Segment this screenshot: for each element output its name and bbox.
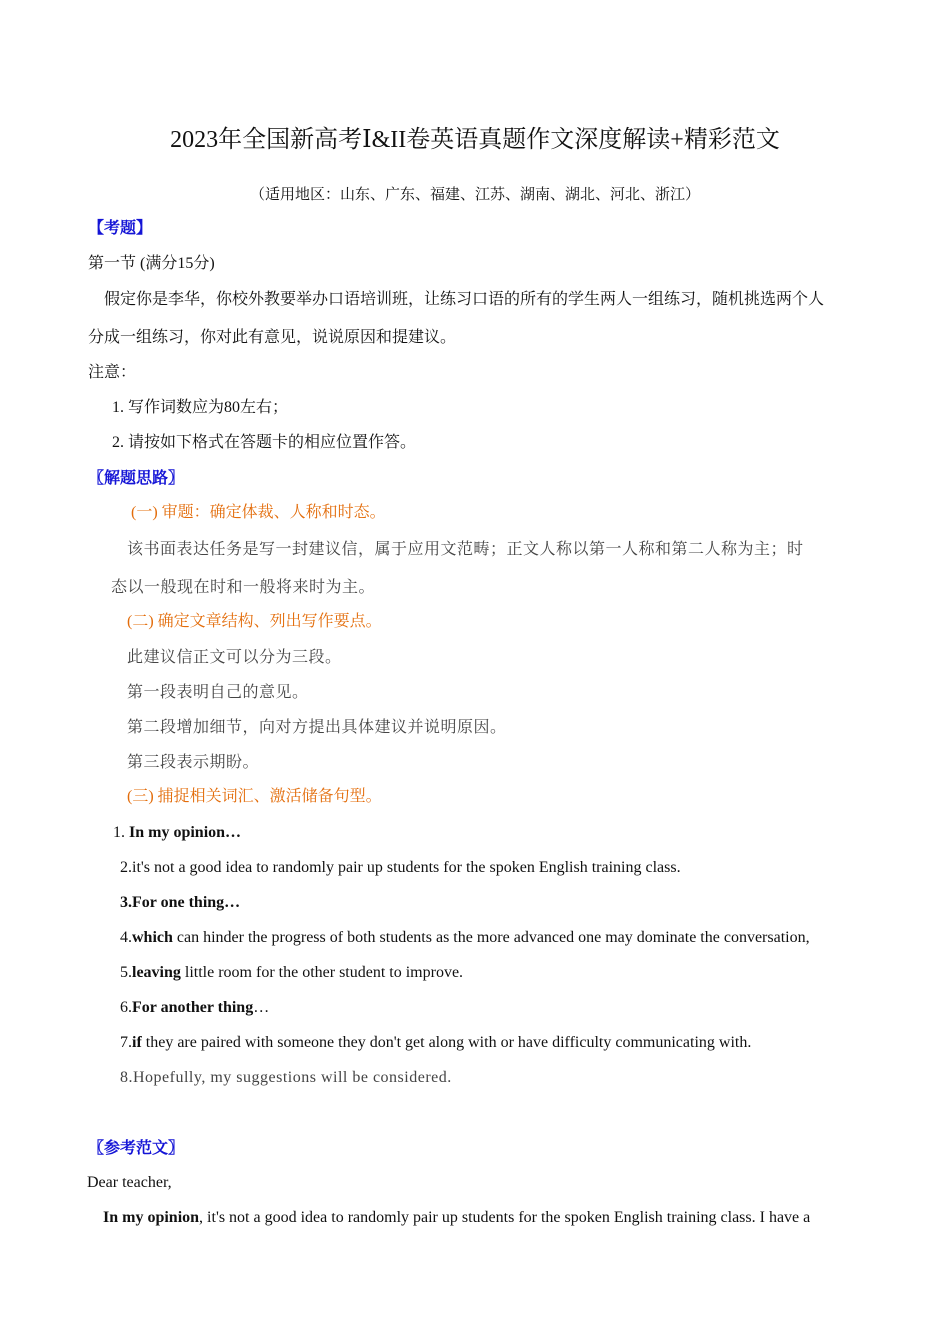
phrase-bold: For one thing…	[132, 894, 241, 911]
prompt-line-2: 分成一组练习，你对此有意见，说说原因和提建议。	[88, 329, 457, 346]
sample-bold-phrase: In my opinion	[103, 1209, 200, 1226]
phrase-item	[120, 1032, 751, 1054]
phrase-text: can hinder the progress of both students as the more advanced one may dominate the conversation,	[172, 929, 810, 946]
phrase-bold: In my opinion…	[129, 824, 242, 841]
phrase-number: 6.	[120, 999, 132, 1016]
document-title: 2023年全国新高考Ⅰ&II卷英语真题作文深度解读+精彩范文	[170, 127, 780, 153]
phrase-bold: For another thing	[132, 999, 254, 1016]
phrase-item	[120, 1067, 452, 1089]
sample-text: , it's not a good idea to randomly pair up students for the spoken English training class. I have a	[199, 1209, 811, 1226]
note-item: 2. 请按如下格式在答题卡的相应位置作答。	[112, 434, 417, 451]
phrase-item	[120, 997, 269, 1019]
phrase-text: little room for the other student to improve.	[180, 964, 464, 981]
phrase-text: 8.Hopefully, my suggestions will be considered.	[120, 1069, 452, 1086]
step-1-text-line-1: 该书面表达任务是写一封建议信，属于应用文范畴；正文人称以第一人称和第二人称为主；时	[127, 541, 804, 558]
phrase-item	[120, 927, 810, 949]
sample-greeting: Dear teacher,	[87, 1174, 172, 1191]
structure-line: 第一段表明自己的意见。	[127, 684, 309, 701]
phrase-item	[120, 962, 463, 984]
phrase-text: they are paired with someone they don't get along with or have difficulty communicating with.	[141, 1034, 752, 1051]
phrase-number: 1.	[113, 824, 129, 841]
phrase-text: it's not a good idea to randomly pair up students for the spoken English training class.	[132, 859, 681, 876]
note-label: 注意：	[88, 364, 137, 381]
step-2-heading: (二) 确定文章结构、列出写作要点。	[127, 613, 382, 630]
section-heading-sample: 〖参考范文〗	[88, 1140, 185, 1157]
applicable-regions: （适用地区：山东、广东、福建、江苏、湖南、湖北、河北、浙江）	[249, 187, 700, 203]
phrase-bold: if	[132, 1034, 142, 1051]
phrase-bold: which	[132, 929, 173, 946]
phrase-number: 3.	[120, 894, 132, 911]
phrase-item	[113, 822, 241, 844]
section-heading-question: 【考题】	[88, 220, 153, 237]
phrase-item	[120, 892, 240, 914]
structure-line: 第三段表示期盼。	[127, 754, 260, 771]
step-3-heading: (三) 捕捉相关词汇、激活储备句型。	[127, 788, 382, 805]
structure-line: 此建议信正文可以分为三段。	[127, 649, 342, 666]
section-heading-analysis: 〖解题思路〗	[88, 470, 185, 487]
phrase-item	[120, 857, 681, 879]
step-1-text-line-2: 态以一般现在时和一般将来时为主。	[111, 579, 376, 596]
prompt-line-1: 假定你是李华，你校外教要举办口语培训班，让练习口语的所有的学生两人一组练习，随机挑选两个人	[104, 291, 825, 308]
phrase-bold: leaving	[132, 964, 181, 981]
step-1-heading: (一) 审题：确定体裁、人称和时态。	[131, 504, 386, 521]
phrase-number: 4.	[120, 929, 132, 946]
structure-line: 第二段增加细节，向对方提出具体建议并说明原因。	[127, 719, 507, 736]
sample-paragraph-1	[103, 1207, 810, 1229]
phrase-number: 7.	[120, 1034, 132, 1051]
section-label: 第一节 (满分15分)	[88, 255, 215, 272]
phrase-number: 2.	[120, 859, 132, 876]
note-item: 1. 写作词数应为80左右；	[112, 399, 289, 416]
phrase-text: …	[253, 999, 270, 1016]
phrase-number: 5.	[120, 964, 132, 981]
